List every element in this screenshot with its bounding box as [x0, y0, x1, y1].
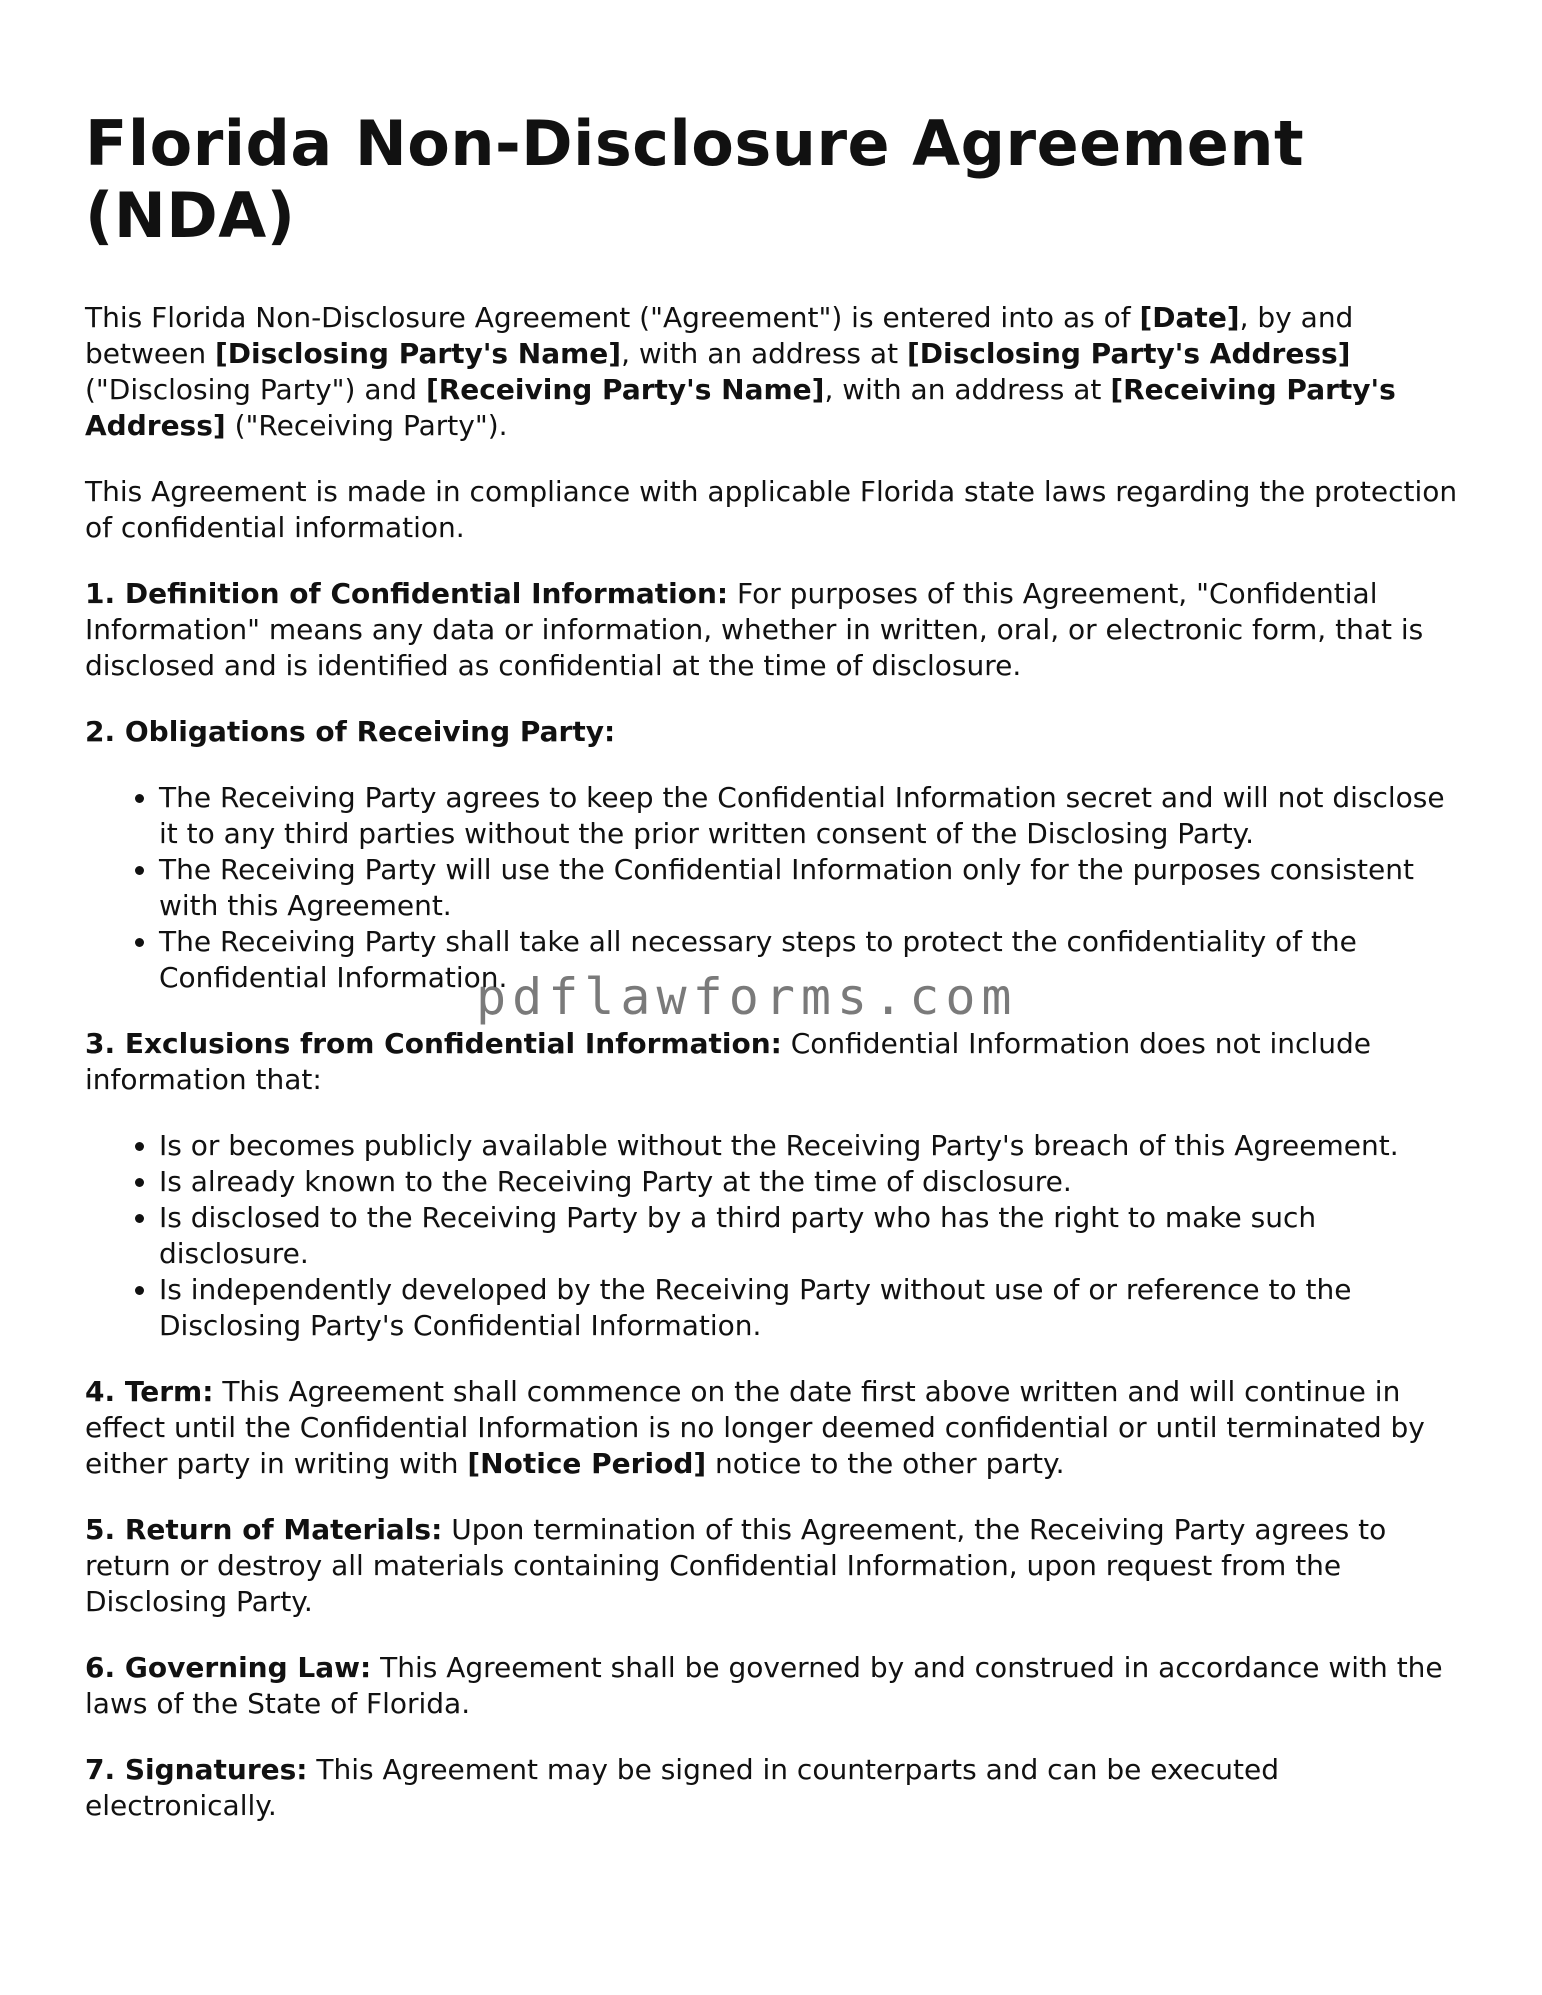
section-text: For purposes of this Agreement, "Confidential Information" means any data or information, whether in written, oral, or electronic form, that is disclosed and is identified as confidential at the time of disclosure.: [85, 577, 1424, 682]
list-item: • Is independently developed by the Receiving Party without use of or reference to the Disclosing Party's Confidential Information.: [159, 1272, 1470, 1344]
list-item: • Is disclosed to the Receiving Party by a third party who has the right to make such disclosure.: [159, 1200, 1470, 1272]
obligations-list: [85, 780, 1470, 996]
intro-text: , by and between: [85, 301, 1354, 370]
disclosing-name-placeholder: [Disclosing Party's Name]: [214, 337, 622, 370]
list-item: • Is or becomes publicly available without the Receiving Party's breach of this Agreement.: [159, 1128, 1470, 1164]
date-placeholder: [Date]: [1139, 301, 1240, 334]
list-item: • The Receiving Party will use the Confidential Information only for the purposes consistent with this Agreement.: [159, 852, 1470, 924]
section-heading: 6. Governing Law:: [85, 1651, 372, 1684]
section-term: [85, 1374, 1470, 1482]
section-heading: 1. Definition of Confidential Information:: [85, 577, 729, 610]
list-item: • Is already known to the Receiving Party at the time of disclosure.: [159, 1164, 1470, 1200]
document-page: [85, 108, 1470, 1854]
section-heading: 5. Return of Materials:: [85, 1513, 443, 1546]
receiving-name-placeholder: [Receiving Party's Name]: [425, 373, 825, 406]
compliance-paragraph: This Agreement is made in compliance with applicable Florida state laws regarding the protection of confidential information.: [85, 475, 1458, 544]
section-heading: 3. Exclusions from Confidential Information:: [85, 1027, 782, 1060]
document-title: Florida Non-Disclosure Agreement (NDA): [85, 107, 1305, 252]
section-obligations: [85, 714, 1470, 750]
intro-text: This Florida Non-Disclosure Agreement ("Agreement") is entered into as of: [85, 301, 1140, 334]
intro-text: ("Receiving Party").: [225, 409, 508, 442]
section-text: notice to the other party.: [706, 1447, 1065, 1480]
section-governing-law: [85, 1650, 1470, 1722]
disclosing-address-placeholder: [Disclosing Party's Address]: [906, 337, 1351, 370]
section-heading: 2. Obligations of Receiving Party:: [85, 715, 616, 748]
intro-text: , with an address at: [824, 373, 1111, 406]
section-text: This Agreement shall be governed by and construed in accordance with the laws of the State of Florida.: [85, 1651, 1443, 1720]
section-text: This Agreement may be signed in counterparts and can be executed electronically.: [85, 1753, 1280, 1822]
intro-paragraph: [85, 300, 1470, 444]
section-text: Confidential Information does not include information that:: [85, 1027, 1371, 1096]
receiving-address-placeholder: [Receiving Party's Address]: [85, 373, 1396, 442]
section-return-materials: [85, 1512, 1470, 1620]
intro-text: ("Disclosing Party") and: [85, 373, 426, 406]
section-text: Upon termination of this Agreement, the Receiving Party agrees to return or destroy all materials containing Confidential Information, upon request from the Disclosing Party.: [85, 1513, 1387, 1618]
list-item: • The Receiving Party shall take all necessary steps to protect the confidentiality of the Confidential Information.: [159, 924, 1470, 996]
section-heading: 4. Term:: [85, 1375, 214, 1408]
section-exclusions: [85, 1026, 1470, 1098]
exclusions-list: [85, 1128, 1470, 1344]
intro-text: , with an address at: [621, 337, 907, 370]
watermark: pdflawforms.com: [476, 968, 1018, 1026]
section-text: This Agreement shall commence on the date first above written and will continue in effect until the Confidential Information is no longer deemed confidential or until terminated by either party in writing with: [85, 1375, 1425, 1480]
section-definition: [85, 576, 1470, 684]
notice-period-placeholder: [Notice Period]: [467, 1447, 707, 1480]
section-signatures: [85, 1752, 1470, 1824]
section-heading: 7. Signatures:: [85, 1753, 308, 1786]
list-item: • The Receiving Party agrees to keep the Confidential Information secret and will not disclose it to any third parties without the prior written consent of the Disclosing Party.: [159, 780, 1470, 852]
